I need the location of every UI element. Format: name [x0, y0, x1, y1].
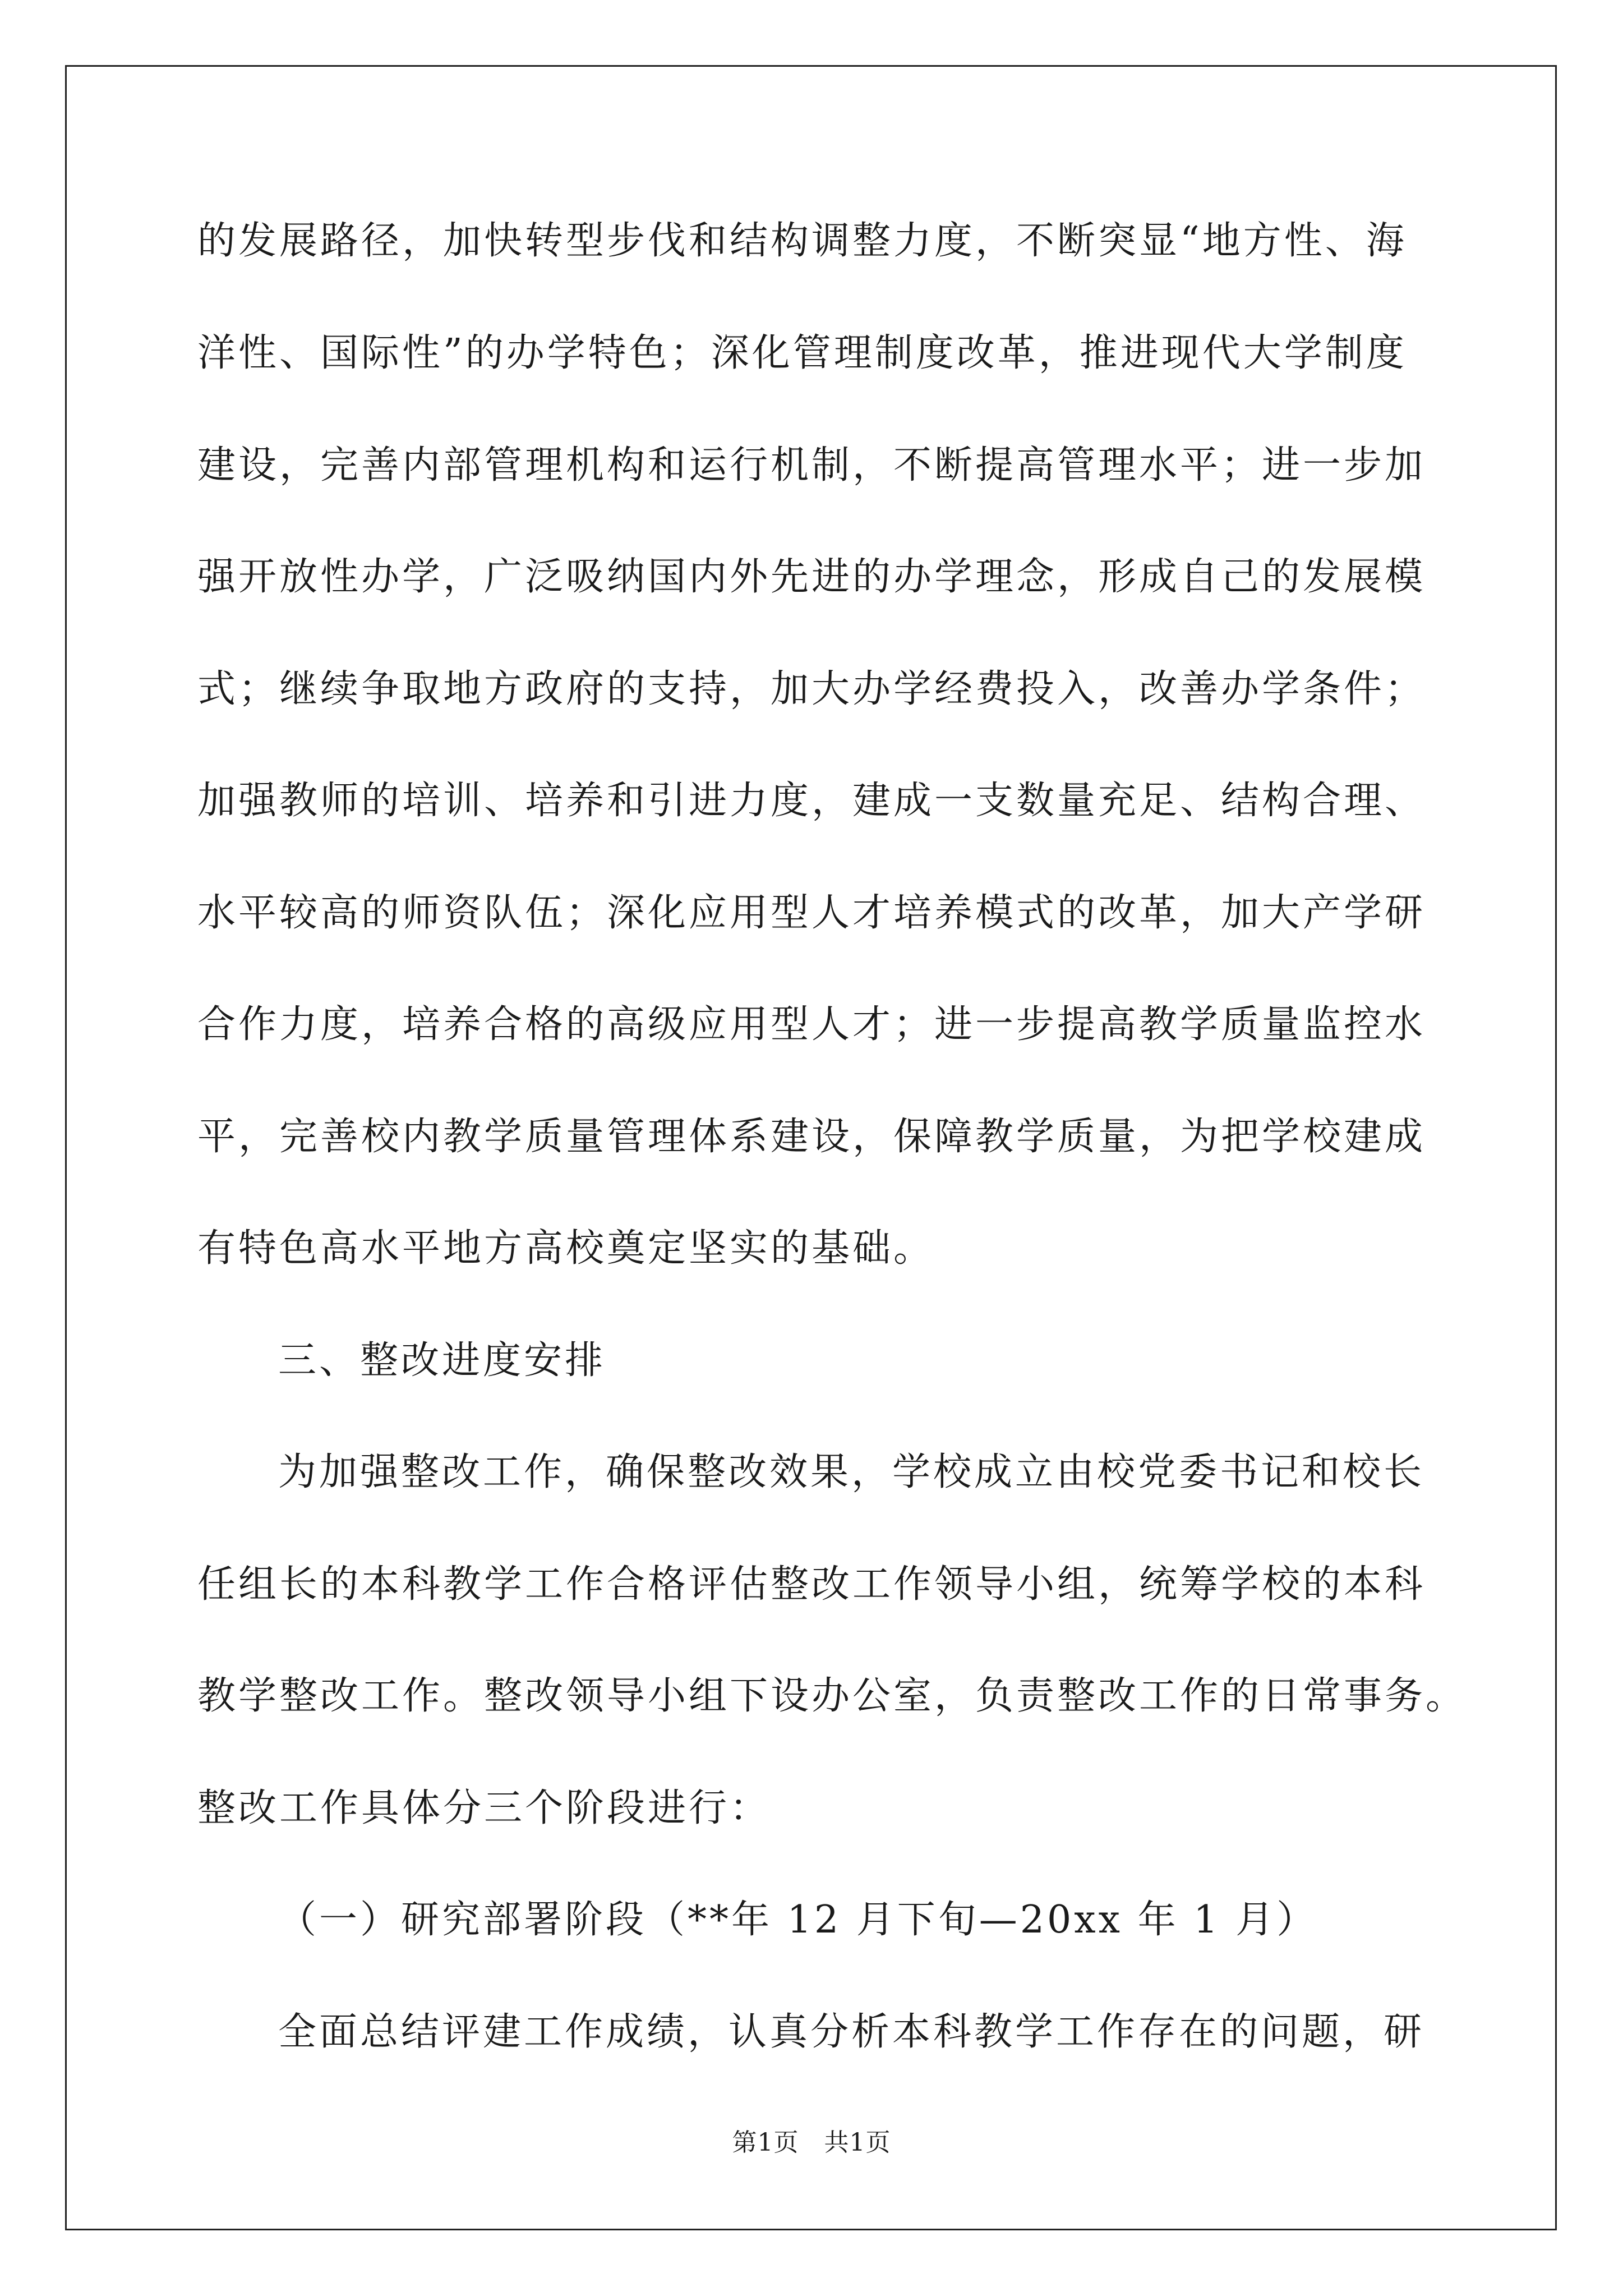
page-footer: 第1页 共1页 — [732, 2128, 891, 2157]
body-text-line: 教学整改工作。整改领导小组下设办公室，负责整改工作的日常事务。 — [197, 1674, 1467, 1718]
body-text-line: 整改工作具体分三个阶段进行： — [197, 1786, 771, 1830]
body-text-line: 式；继续争取地方政府的支持，加大办学经费投入，改善办学条件； — [197, 667, 1426, 711]
body-text-line: 合作力度，培养合格的高级应用型人才；进一步提高教学质量监控水 — [197, 1002, 1426, 1047]
body-text-line: 的发展路径，加快转型步伐和结构调整力度，不断突显“地方性、海 — [197, 219, 1407, 263]
body-text-line: 强开放性办学，广泛吸纳国内外先进的办学理念，形成自己的发展模 — [197, 555, 1426, 599]
section-heading: 三、整改进度安排 — [278, 1338, 606, 1383]
subsection-heading: （一）研究部署阶段（**年 12 月下旬—20xx 年 1 月） — [278, 1898, 1318, 1942]
body-text-line: 水平较高的师资队伍；深化应用型人才培养模式的改革，加大产学研 — [197, 891, 1426, 935]
body-text-line: 任组长的本科教学工作合格评估整改工作领导小组，统筹学校的本科 — [197, 1562, 1426, 1607]
body-text-line: 加强教师的培训、培养和引进力度，建成一支数量充足、结构合理、 — [197, 779, 1426, 823]
body-text-line: 建设，完善内部管理机构和运行机制，不断提高管理水平；进一步加 — [197, 443, 1426, 487]
body-text-line: 洋性、国际性”的办学特色；深化管理制度改革，推进现代大学制度 — [197, 331, 1407, 375]
paragraph-first-line: 全面总结评建工作成绩，认真分析本科教学工作存在的问题，研 — [278, 2010, 1425, 2054]
paragraph-first-line: 为加强整改工作，确保整改效果，学校成立由校党委书记和校长 — [278, 1450, 1425, 1494]
body-text-line: 有特色高水平地方高校奠定坚实的基础。 — [197, 1226, 935, 1271]
body-text-line: 平，完善校内教学质量管理体系建设，保障教学质量，为把学校建成 — [197, 1115, 1426, 1159]
